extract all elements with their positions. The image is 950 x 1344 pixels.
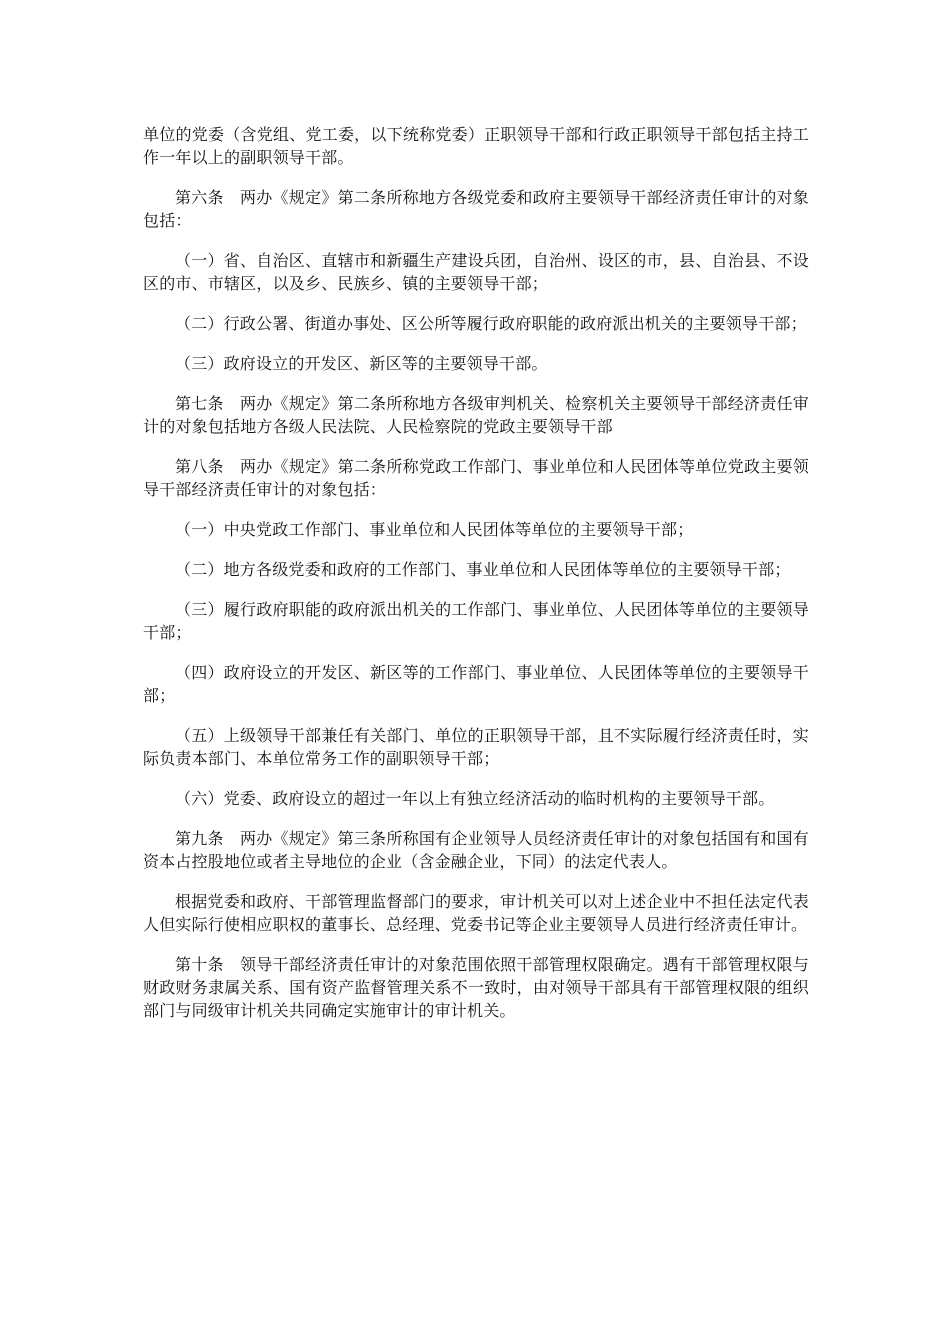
article-6-item-3: （三）政府设立的开发区、新区等的主要领导干部。: [175, 354, 548, 373]
article-8-item-6: （六）党委、政府设立的超过一年以上有独立经济活动的临时机构的主要领导干部。: [175, 789, 775, 808]
article-8: 第八条 两办《规定》第二条所称党政工作部门、事业单位和人民团体等单位党政主要领导干部经济责任审计的对象包括：: [143, 457, 809, 499]
paragraph-continuation: 单位的党委（含党组、党工委，以下统称党委）正职领导干部和行政正职领导干部包括主持工作一年以上的副职领导干部。: [143, 125, 809, 167]
article-8-item-3: （三）履行政府职能的政府派出机关的工作部门、事业单位、人民团体等单位的主要领导干部；: [143, 600, 809, 642]
article-6-item-2: （二）行政公署、街道办事处、区公所等履行政府职能的政府派出机关的主要领导干部；: [175, 314, 807, 333]
article-7: 第七条 两办《规定》第二条所称地方各级审判机关、检察机关主要领导干部经济责任审计的对象包括地方各级人民法院、人民检察院的党政主要领导干部: [143, 394, 809, 436]
article-8-item-1: （一）中央党政工作部门、事业单位和人民团体等单位的主要领导干部；: [175, 520, 694, 539]
article-8-item-5: （五）上级领导干部兼任有关部门、单位的正职领导干部，且不实际履行经济责任时，实际负责本部门、本单位常务工作的副职领导干部；: [143, 726, 809, 768]
article-9-supplement: 根据党委和政府、干部管理监督部门的要求，审计机关可以对上述企业中不担任法定代表人但实际行使相应职权的董事长、总经理、党委书记等企业主要领导人员进行经济责任审计。: [143, 892, 809, 934]
document-body: [143, 123, 809, 1039]
article-8-item-2: （二）地方各级党委和政府的工作部门、事业单位和人民团体等单位的主要领导干部；: [175, 560, 791, 579]
article-10: 第十条 领导干部经济责任审计的对象范围依照干部管理权限确定。遇有干部管理权限与财政财务隶属关系、国有资产监督管理关系不一致时，由对领导干部具有干部管理权限的组织部门与同级审计机关共同确定实施审计的审计机关。: [143, 955, 809, 1020]
article-8-item-4: （四）政府设立的开发区、新区等的工作部门、事业单位、人民团体等单位的主要领导干部；: [143, 663, 809, 705]
article-9: 第九条 两办《规定》第三条所称国有企业领导人员经济责任审计的对象包括国有和国有资本占控股地位或者主导地位的企业（含金融企业，下同）的法定代表人。: [143, 829, 809, 871]
article-6-item-1: （一）省、自治区、直辖市和新疆生产建设兵团，自治州、设区的市，县、自治县、不设区的市、市辖区，以及乡、民族乡、镇的主要领导干部；: [143, 251, 809, 293]
article-6: 第六条 两办《规定》第二条所称地方各级党委和政府主要领导干部经济责任审计的对象包括：: [143, 188, 809, 230]
